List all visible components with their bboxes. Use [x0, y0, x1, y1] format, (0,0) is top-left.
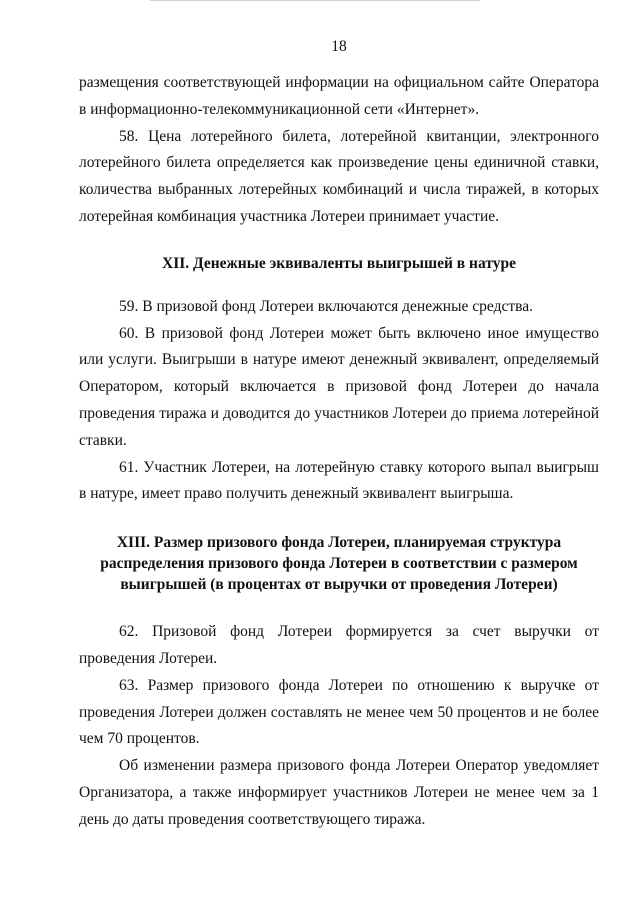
section-heading-xiii-line-3: выигрышей (в процентах от выручки от проведения Лотереи)	[120, 576, 558, 594]
document-page	[79, 38, 599, 834]
scan-top-edge	[150, 0, 480, 1]
paragraph-63: 63. Размер призового фонда Лотереи по отношению к выручке от проведения Лотереи должен составлять не менее чем 50 процентов и не более чем 70 процентов.	[79, 676, 599, 748]
paragraph-prize-fund-change: Об изменении размера призового фонда Лотереи Оператор уведомляет Организатора, а также информирует участников Лотереи не менее чем за 1 день до даты проведения соответствующего тиража.	[79, 757, 599, 828]
section-heading-xiii-line-2: распределения призового фонда Лотереи в соответствии с размером	[100, 555, 578, 573]
section-heading-xii: XII. Денежные эквиваленты выигрышей в натуре	[162, 254, 516, 272]
paragraph-61: 61. Участник Лотереи, на лотерейную ставку которого выпал выигрыш в натуре, имеет право получить денежный эквивалент выигрыша.	[79, 458, 599, 503]
paragraph-59: 59. В призовой фонд Лотереи включаются денежные средства.	[119, 297, 533, 315]
section-heading-xiii-line-1: XIII. Размер призового фонда Лотереи, планируемая структура	[116, 534, 562, 552]
paragraph-58: 58. Цена лотерейного билета, лотерейной квитанции, электронного лотерейного билета определяется как произведение цены единичной ставки, количества выбранных лотерейных комбинаций и числа тиражей, в которых лотерейная комбинация участника Лотереи принимает участие.	[79, 127, 599, 225]
page-number: 18	[331, 38, 347, 55]
paragraph-continuation: размещения соответствующей информации на официальном сайте Оператора в информационно-телекоммуникационной сети «Интернет».	[79, 74, 599, 118]
paragraph-62: 62. Призовой фонд Лотереи формируется за счет выручки от проведения Лотереи.	[79, 623, 599, 667]
paragraph-60: 60. В призовой фонд Лотереи может быть включено иное имущество или услуги. Выигрыши в натуре имеют денежный эквивалент, определяемый Оператором, который включается в призовой фонд Лотереи до начала проведения тиража и доводится до участников Лотереи до приема лотерейной ставки.	[79, 324, 599, 449]
section-heading-xiii	[79, 532, 599, 595]
